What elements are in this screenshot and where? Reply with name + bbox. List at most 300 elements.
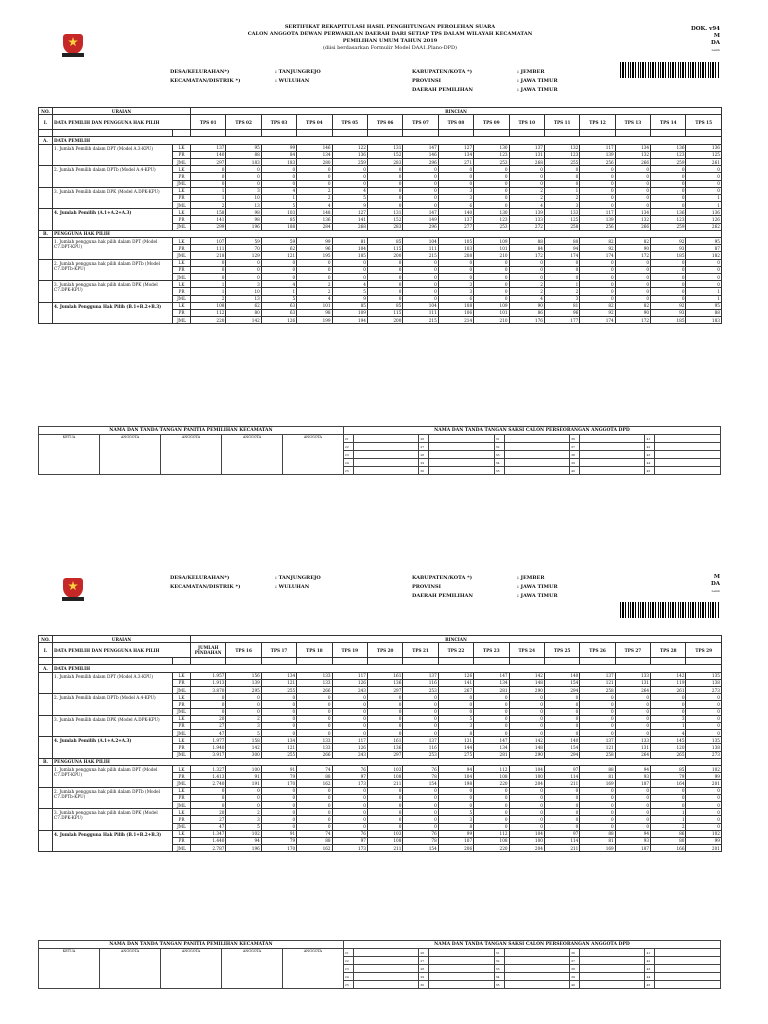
value-cell: 131 bbox=[367, 144, 402, 151]
value-cell: 0 bbox=[226, 266, 261, 273]
gender-label: PR bbox=[173, 794, 191, 801]
value-cell: 0 bbox=[686, 730, 721, 737]
value-cell: 0 bbox=[651, 787, 686, 794]
value-cell: 97 bbox=[332, 837, 367, 844]
value-cell: 296 bbox=[403, 158, 438, 165]
gender-label: JML bbox=[173, 708, 191, 715]
saksi-number: 44 bbox=[645, 973, 655, 981]
value-cell: 88 bbox=[297, 773, 332, 780]
value-cell: 0 bbox=[367, 166, 402, 173]
value-cell: 5 bbox=[438, 809, 473, 816]
value-cell: 132 bbox=[615, 151, 650, 158]
provinsi-value: : JAWA TIMUR bbox=[517, 78, 558, 84]
value-cell: 10 bbox=[226, 194, 261, 201]
value-cell: 133 bbox=[544, 209, 579, 216]
saksi-signature-field bbox=[580, 957, 645, 965]
section-no: A. bbox=[39, 137, 53, 144]
value-cell: 108 bbox=[474, 773, 509, 780]
value-cell: 27 bbox=[191, 816, 226, 823]
value-cell: 0 bbox=[226, 787, 261, 794]
value-cell: 0 bbox=[580, 273, 615, 280]
value-cell: 97 bbox=[544, 830, 579, 837]
signature-role: KETUA bbox=[39, 949, 100, 989]
value-cell: 3 bbox=[226, 722, 261, 729]
saksi-number: 43 bbox=[645, 451, 655, 459]
value-cell: 121 bbox=[261, 252, 296, 259]
saksi-signature-field bbox=[429, 459, 494, 467]
signature-role: ANGGOTA bbox=[160, 435, 221, 475]
value-cell: 0 bbox=[544, 715, 579, 722]
value-cell: 265 bbox=[651, 751, 686, 758]
value-cell: 85 bbox=[651, 766, 686, 773]
value-cell: 136 bbox=[367, 679, 402, 686]
value-cell: 76 bbox=[332, 766, 367, 773]
signature-row bbox=[39, 949, 721, 957]
kpu-logo-icon bbox=[62, 578, 84, 602]
value-cell: 0 bbox=[332, 180, 367, 187]
value-cell: 0 bbox=[367, 708, 402, 715]
value-cell: 134 bbox=[261, 737, 296, 744]
row-no bbox=[39, 766, 53, 788]
saksi-signature-field bbox=[353, 973, 418, 981]
value-cell: 0 bbox=[651, 166, 686, 173]
value-cell: 99 bbox=[438, 830, 473, 837]
value-cell: 88 bbox=[509, 238, 544, 245]
value-cell: 1 bbox=[544, 281, 579, 288]
doc-code-da: DA bbox=[710, 40, 720, 46]
location-right bbox=[412, 68, 627, 95]
saksi-number: 32 bbox=[494, 957, 504, 965]
value-cell: 0 bbox=[261, 722, 296, 729]
value-cell: 0 bbox=[261, 801, 296, 808]
saksi-signature-field bbox=[655, 973, 721, 981]
value-cell: 0 bbox=[403, 266, 438, 273]
value-cell: 0 bbox=[403, 288, 438, 295]
value-cell: 6 bbox=[438, 202, 473, 209]
value-cell: 0 bbox=[509, 694, 544, 701]
value-cell: 253 bbox=[474, 223, 509, 230]
value-cell: 1 bbox=[191, 187, 226, 194]
saksi-number: 38 bbox=[570, 965, 580, 973]
value-cell: 174 bbox=[580, 252, 615, 259]
value-cell: 0 bbox=[474, 281, 509, 288]
saksi-number: 37 bbox=[570, 443, 580, 451]
header-row bbox=[39, 108, 722, 115]
row-label: 1. Jumlah Pemilih dalam DPT (Model A.3-KPU) bbox=[53, 144, 173, 166]
value-cell: 161 bbox=[367, 737, 402, 744]
value-cell: 0 bbox=[580, 281, 615, 288]
value-cell: 114 bbox=[544, 773, 579, 780]
value-cell: 116 bbox=[403, 679, 438, 686]
value-cell: 0 bbox=[403, 173, 438, 180]
value-cell: 76 bbox=[403, 766, 438, 773]
value-cell: 80 bbox=[651, 837, 686, 844]
value-cell: 96 bbox=[544, 309, 579, 316]
value-cell: 0 bbox=[474, 259, 509, 266]
value-cell: 0 bbox=[509, 715, 544, 722]
section-label: DATA PEMILIH bbox=[53, 665, 722, 672]
value-cell: 2.787 bbox=[191, 845, 226, 852]
value-cell: 129 bbox=[226, 252, 261, 259]
value-cell: 141 bbox=[332, 216, 367, 223]
value-cell: 0 bbox=[686, 801, 721, 808]
table-row bbox=[39, 209, 722, 216]
value-cell: 0 bbox=[651, 266, 686, 273]
value-cell: 0 bbox=[367, 295, 402, 302]
value-cell: 5 bbox=[226, 823, 261, 830]
value-cell: 0 bbox=[297, 701, 332, 708]
section-label: DATA PEMILIH bbox=[53, 137, 722, 144]
value-cell: 130 bbox=[474, 209, 509, 216]
value-cell: 1 bbox=[261, 288, 296, 295]
value-cell: 140 bbox=[438, 209, 473, 216]
value-cell: 0 bbox=[544, 801, 579, 808]
index-cell bbox=[261, 130, 296, 137]
table-row bbox=[39, 166, 722, 173]
uraian-header: URAIAN bbox=[53, 108, 191, 115]
index-cell bbox=[403, 130, 438, 137]
value-cell: 1.413 bbox=[191, 773, 226, 780]
index-cell bbox=[191, 130, 226, 137]
table-row bbox=[39, 737, 722, 744]
value-cell: 0 bbox=[332, 730, 367, 737]
index-cell bbox=[297, 130, 332, 137]
saksi-signature-field bbox=[353, 965, 418, 973]
value-cell: 0 bbox=[544, 701, 579, 708]
value-cell: 74 bbox=[297, 766, 332, 773]
value-cell: 0 bbox=[332, 701, 367, 708]
value-cell: 88 bbox=[226, 151, 261, 158]
value-cell: 154 bbox=[544, 744, 579, 751]
value-cell: 140 bbox=[544, 672, 579, 679]
value-cell: 147 bbox=[474, 672, 509, 679]
value-cell: 3 bbox=[226, 187, 261, 194]
value-cell: 182 bbox=[686, 252, 721, 259]
value-cell: 0 bbox=[332, 722, 367, 729]
gender-label: LK bbox=[173, 302, 191, 309]
saksi-number: 21 bbox=[343, 949, 353, 957]
value-cell: 0 bbox=[686, 794, 721, 801]
value-cell: 5 bbox=[332, 288, 367, 295]
column-header: TPS 02 bbox=[226, 115, 261, 130]
index-row bbox=[39, 130, 722, 137]
value-cell: 0 bbox=[191, 273, 226, 280]
signature-header-row bbox=[39, 941, 721, 949]
value-cell: 0 bbox=[403, 816, 438, 823]
gender-label: JML bbox=[173, 845, 191, 852]
form-title bbox=[180, 24, 600, 52]
saksi-number: 45 bbox=[645, 467, 655, 475]
gender-label: JML bbox=[173, 317, 191, 324]
gender-label: LK bbox=[173, 830, 191, 837]
value-cell: 0 bbox=[474, 202, 509, 209]
dapil-label: DAERAH PEMILIHAN bbox=[412, 87, 473, 93]
value-cell: 0 bbox=[226, 273, 261, 280]
value-cell: 0 bbox=[651, 281, 686, 288]
value-cell: 0 bbox=[367, 801, 402, 808]
saksi-signature-field bbox=[353, 981, 418, 989]
value-cell: 131 bbox=[367, 209, 402, 216]
signature-block-1 bbox=[38, 426, 721, 475]
value-cell: 0 bbox=[580, 787, 615, 794]
value-cell: 0 bbox=[509, 816, 544, 823]
value-cell: 0 bbox=[297, 173, 332, 180]
value-cell: 98 bbox=[226, 216, 261, 223]
saksi-number: 31 bbox=[494, 949, 504, 957]
value-cell: 84 bbox=[261, 151, 296, 158]
value-cell: 88 bbox=[297, 837, 332, 844]
value-cell: 0 bbox=[509, 173, 544, 180]
value-cell: 0 bbox=[261, 794, 296, 801]
gender-label: LK bbox=[173, 259, 191, 266]
value-cell: 81 bbox=[580, 773, 615, 780]
value-cell: 169 bbox=[580, 780, 615, 787]
value-cell: 0 bbox=[403, 715, 438, 722]
saksi-signature-field bbox=[504, 949, 569, 957]
value-cell: 147 bbox=[403, 144, 438, 151]
value-cell: 0 bbox=[580, 715, 615, 722]
saksi-number: 35 bbox=[494, 981, 504, 989]
value-cell: 4 bbox=[651, 730, 686, 737]
value-cell: 280 bbox=[297, 158, 332, 165]
value-cell: 5 bbox=[332, 194, 367, 201]
value-cell: 140 bbox=[191, 151, 226, 158]
column-header: TPS 03 bbox=[261, 115, 296, 130]
value-cell: 148 bbox=[509, 744, 544, 751]
saksi-signature-field bbox=[580, 459, 645, 467]
value-cell: 8 bbox=[438, 730, 473, 737]
value-cell: 0 bbox=[686, 694, 721, 701]
signature-role: ANGGOTA bbox=[99, 435, 160, 475]
column-header: TPS 17 bbox=[261, 643, 296, 658]
value-cell: 0 bbox=[367, 722, 402, 729]
saksi-number: 28 bbox=[419, 965, 429, 973]
value-cell: 103 bbox=[438, 245, 473, 252]
index-cell bbox=[53, 658, 173, 665]
value-cell: 91 bbox=[261, 766, 296, 773]
value-cell: 0 bbox=[580, 694, 615, 701]
value-cell: 125 bbox=[544, 216, 579, 223]
value-cell: 92 bbox=[580, 309, 615, 316]
row-label: 4. Jumlah Pengguna Hak Pilih (B.1+B.2+B.3) bbox=[53, 302, 173, 324]
value-cell: 109 bbox=[474, 238, 509, 245]
value-cell: 0 bbox=[580, 708, 615, 715]
index-cell bbox=[544, 658, 579, 665]
value-cell: 0 bbox=[261, 180, 296, 187]
value-cell: 3.870 bbox=[191, 686, 226, 693]
value-cell: 4 bbox=[509, 202, 544, 209]
value-cell: 0 bbox=[509, 708, 544, 715]
row-no bbox=[39, 672, 53, 694]
row-label: 4. Jumlah Pemilih (A.1+A.2+A.3) bbox=[53, 209, 173, 231]
value-cell: 131 bbox=[438, 737, 473, 744]
value-cell: 204 bbox=[509, 845, 544, 852]
value-cell: 243 bbox=[332, 686, 367, 693]
value-cell: 135 bbox=[686, 737, 721, 744]
value-cell: 100 bbox=[226, 766, 261, 773]
value-cell: 127 bbox=[438, 144, 473, 151]
value-cell: 0 bbox=[191, 166, 226, 173]
saksi-signature-field bbox=[655, 443, 721, 451]
value-cell: 220 bbox=[474, 780, 509, 787]
value-cell: 259 bbox=[651, 223, 686, 230]
barcode-icon bbox=[620, 62, 720, 78]
value-cell: 0 bbox=[191, 787, 226, 794]
value-cell: 211 bbox=[367, 780, 402, 787]
value-cell: 0 bbox=[544, 730, 579, 737]
value-cell: 137 bbox=[191, 144, 226, 151]
value-cell: 261 bbox=[686, 158, 721, 165]
value-cell: 111 bbox=[191, 245, 226, 252]
value-cell: 1.957 bbox=[191, 672, 226, 679]
value-cell: 0 bbox=[580, 259, 615, 266]
value-cell: 82 bbox=[615, 238, 650, 245]
value-cell: 1 bbox=[686, 288, 721, 295]
saksi-signature-field bbox=[655, 957, 721, 965]
value-cell: 134 bbox=[261, 672, 296, 679]
value-cell: 0 bbox=[615, 694, 650, 701]
value-cell: 0 bbox=[367, 173, 402, 180]
gender-label: JML bbox=[173, 273, 191, 280]
value-cell: 137 bbox=[580, 672, 615, 679]
saksi-signature-field bbox=[353, 467, 418, 475]
kecamatan-label: KECAMATAN/DISTRIK *) bbox=[170, 78, 241, 84]
column-header: TPS 25 bbox=[544, 643, 579, 658]
no-header: NO. bbox=[39, 108, 53, 115]
value-cell: 104 bbox=[332, 245, 367, 252]
value-cell: 0 bbox=[261, 809, 296, 816]
value-cell: 272 bbox=[509, 223, 544, 230]
saksi-number: 36 bbox=[570, 949, 580, 957]
saksi-signature-field bbox=[353, 949, 418, 957]
value-cell: 0 bbox=[297, 694, 332, 701]
row-no bbox=[39, 809, 53, 831]
value-cell: 0 bbox=[474, 166, 509, 173]
value-cell: 85 bbox=[367, 238, 402, 245]
value-cell: 105 bbox=[438, 238, 473, 245]
value-cell: 0 bbox=[403, 809, 438, 816]
value-cell: 108 bbox=[438, 302, 473, 309]
value-cell: 200 bbox=[367, 317, 402, 324]
value-cell: 0 bbox=[509, 809, 544, 816]
value-cell: 93 bbox=[615, 837, 650, 844]
value-cell: 3 bbox=[226, 816, 261, 823]
value-cell: 2 bbox=[509, 288, 544, 295]
value-cell: 100 bbox=[509, 773, 544, 780]
row-label: 2. Jumlah Pemilih dalam DPTb (Model A.4-KPU) bbox=[53, 166, 173, 188]
value-cell: 134 bbox=[474, 744, 509, 751]
value-cell: 215 bbox=[403, 252, 438, 259]
value-cell: 3 bbox=[651, 715, 686, 722]
dapil-label: DAERAH PEMILIHAN bbox=[412, 593, 473, 599]
row-no bbox=[39, 694, 53, 716]
value-cell: 0 bbox=[191, 259, 226, 266]
value-cell: 47 bbox=[191, 823, 226, 830]
signature-role: ANGGOTA bbox=[282, 435, 343, 475]
value-cell: 0 bbox=[544, 787, 579, 794]
value-cell: 0 bbox=[580, 202, 615, 209]
table-row bbox=[39, 238, 722, 245]
value-cell: 0 bbox=[615, 295, 650, 302]
saksi-signature-field bbox=[429, 981, 494, 989]
saksi-number: 27 bbox=[419, 957, 429, 965]
saksi-signature-field bbox=[580, 467, 645, 475]
value-cell: 79 bbox=[651, 773, 686, 780]
value-cell: 147 bbox=[403, 209, 438, 216]
value-cell: 0 bbox=[297, 816, 332, 823]
row-label: 2. Jumlah Pemilih dalam DPTb (Model A.4-KPU) bbox=[53, 694, 173, 716]
value-cell: 0 bbox=[332, 173, 367, 180]
value-cell: 220 bbox=[191, 317, 226, 324]
value-cell: 108 bbox=[474, 837, 509, 844]
value-cell: 0 bbox=[509, 273, 544, 280]
form-page-1 bbox=[0, 0, 768, 500]
value-cell: 136 bbox=[651, 209, 686, 216]
index-cell bbox=[615, 130, 650, 137]
value-cell: 0 bbox=[367, 816, 402, 823]
row-no bbox=[39, 281, 53, 303]
value-cell: 0 bbox=[226, 166, 261, 173]
index-cell bbox=[191, 658, 226, 665]
value-cell: 172 bbox=[615, 317, 650, 324]
value-cell: 138 bbox=[686, 744, 721, 751]
row-label: 1. Jumlah pengguna hak pilih dalam DPT (Model C7.DPT-KPU) bbox=[53, 766, 173, 788]
value-cell: 3 bbox=[438, 722, 473, 729]
value-cell: 0 bbox=[686, 187, 721, 194]
value-cell: 0 bbox=[615, 273, 650, 280]
gender-label: JML bbox=[173, 823, 191, 830]
value-cell: 0 bbox=[297, 166, 332, 173]
value-cell: 139 bbox=[226, 679, 261, 686]
value-cell: 0 bbox=[191, 180, 226, 187]
value-cell: 131 bbox=[615, 744, 650, 751]
value-cell: 112 bbox=[474, 766, 509, 773]
value-cell: 0 bbox=[615, 809, 650, 816]
value-cell: 0 bbox=[615, 266, 650, 273]
value-cell: 137 bbox=[403, 737, 438, 744]
column-header: TPS 27 bbox=[615, 643, 650, 658]
value-cell: 0 bbox=[403, 701, 438, 708]
saksi-signature-field bbox=[580, 451, 645, 459]
value-cell: 2 bbox=[509, 187, 544, 194]
value-cell: 109 bbox=[474, 302, 509, 309]
value-cell: 92 bbox=[651, 238, 686, 245]
value-cell: 4 bbox=[509, 295, 544, 302]
saksi-signature-field bbox=[429, 965, 494, 973]
saksi-number: 30 bbox=[419, 467, 429, 475]
value-cell: 132 bbox=[615, 216, 650, 223]
value-cell: 191 bbox=[226, 780, 261, 787]
saksi-number: 34 bbox=[494, 973, 504, 981]
value-cell: 0 bbox=[261, 166, 296, 173]
saksi-signature-field bbox=[580, 981, 645, 989]
value-cell: 0 bbox=[332, 694, 367, 701]
value-cell: 0 bbox=[367, 701, 402, 708]
saksi-number: 30 bbox=[419, 981, 429, 989]
value-cell: 5 bbox=[261, 202, 296, 209]
saksi-number: 33 bbox=[494, 451, 504, 459]
value-cell: 259 bbox=[651, 158, 686, 165]
column-header: TPS 20 bbox=[367, 643, 402, 658]
table-row bbox=[39, 144, 722, 151]
value-cell: 136 bbox=[686, 144, 721, 151]
index-cell bbox=[438, 130, 473, 137]
gender-label: PR bbox=[173, 288, 191, 295]
value-cell: 117 bbox=[332, 737, 367, 744]
value-cell: 0 bbox=[367, 288, 402, 295]
column-header: TPS 05 bbox=[332, 115, 367, 130]
saksi-signature-field bbox=[580, 973, 645, 981]
